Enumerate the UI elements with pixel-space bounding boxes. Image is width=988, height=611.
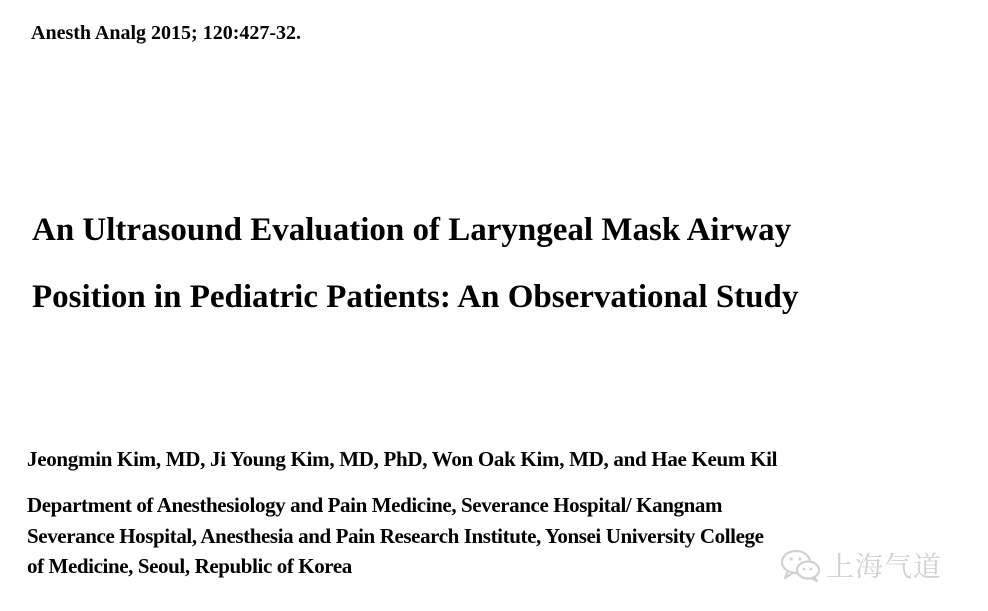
affiliation — [27, 490, 764, 582]
paper-title — [32, 197, 798, 331]
watermark — [780, 545, 942, 585]
affiliation-line: of Medicine, Seoul, Republic of Korea — [27, 554, 352, 578]
journal-citation: Anesth Analg 2015; 120:427-32. — [31, 22, 302, 44]
affiliation-line: Severance Hospital, Anesthesia and Pain Research Institute, Yonsei University College — [27, 523, 764, 548]
wechat-icon — [780, 548, 822, 582]
author-list: Jeongmin Kim, MD, Ji Young Kim, MD, PhD, Won Oak Kim, MD, and Hae Keum Kil — [27, 447, 778, 471]
title-line: Position in Pediatric Patients: An Observational Study — [32, 279, 799, 315]
affiliation-line: Department of Anesthesiology and Pain Medicine, Severance Hospital/ Kangnam — [27, 493, 723, 517]
title-line: An Ultrasound Evaluation of Laryngeal Mask Airway — [32, 212, 792, 248]
watermark-text: 上海气道 — [826, 550, 943, 583]
